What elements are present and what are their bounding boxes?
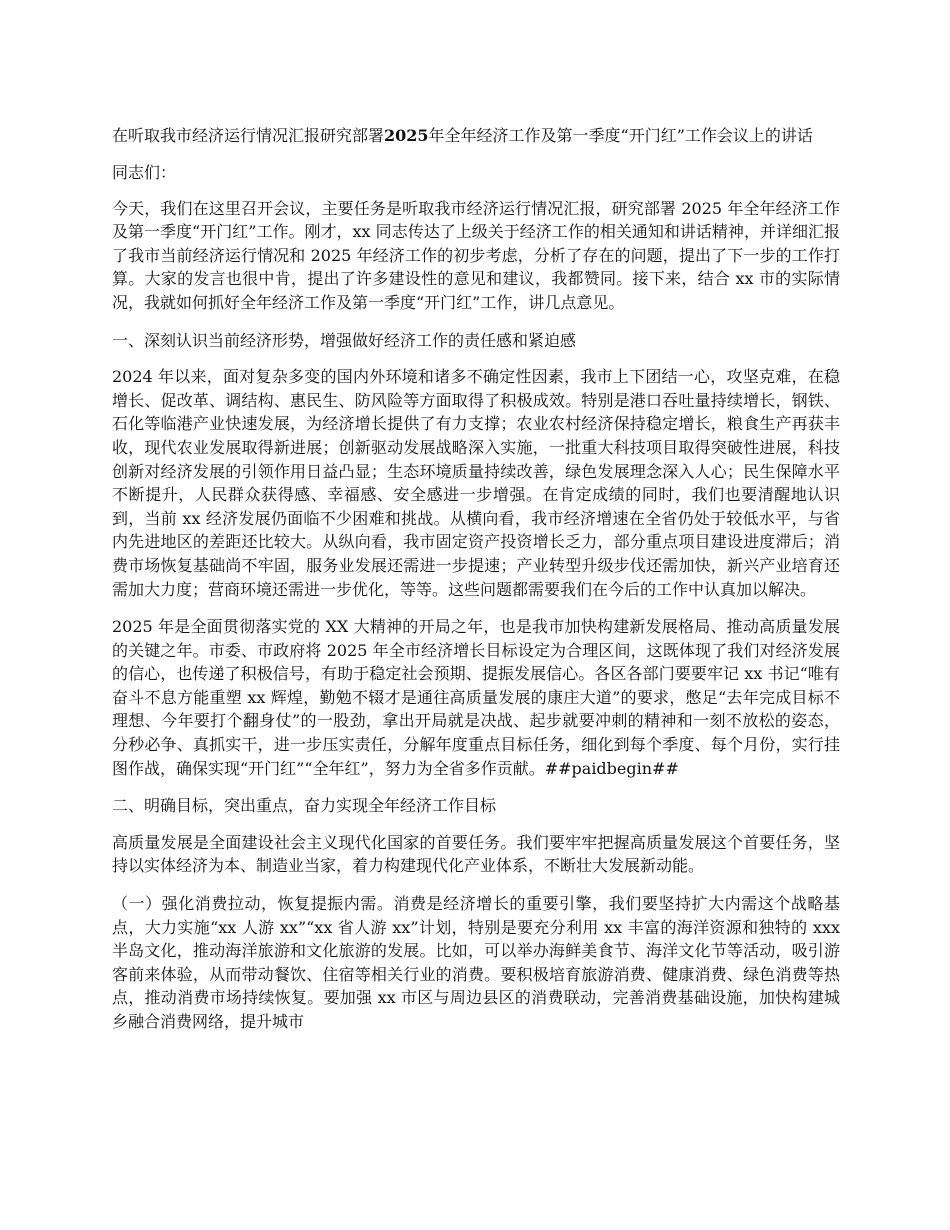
paragraph-high-quality: 高质量发展是全面建设社会主义现代化国家的首要任务。我们要牢牢把握高质量发展这个首要任务，坚持以实体经济为本、制造业当家，着力构建现代化产业体系，不断壮大发展新动能。	[112, 832, 840, 876]
section-heading-2: 二、明确目标，突出重点，奋力实现全年经济工作目标	[112, 796, 497, 816]
paragraph-situation: 2024 年以来，面对复杂多变的国内外环境和诸多不确定性因素，我市上下团结一心，攻坚克难，在稳增长、促改革、调结构、惠民生、防风险等方面取得了积极成效。特别是港口吞吐量持续增长，钢铁、石化等临港产业快速发展，为经济增长提供了有力支撑；农业农村经济保持稳定增长，粮食生产再获丰收，现代农业发展取得新进展；创新驱动发展战略深入实施，一批重大科技项目取得突破性进展，科技创新对经济发展的引领作用日益凸显；生态环境质量持续改善，绿色发展理念深入人心；民生保障水平不断提升，人民群众获得感、幸福感、安全感进一步增强。在肯定成绩的同时，我们也要清醒地认识到，当前 xx 经济发展仍面临不少困难和挑战。从横向看，我市经济增速在全省仍处于较低水平，与省内先进地区的差距还比较大。从纵向看，我市固定资产投资增长乏力，部分重点项目建设进度滞后；消费市场恢复基础尚不牢固，服务业发展还需进一步提速；产业转型升级步伐还需加快，新兴产业培育还需加大力度；营商环境还需进一步优化，等等。这些问题都需要我们在今后的工作中认真加以解决。	[112, 367, 840, 599]
title-part-2: 年全年经济工作及第一季度“开门红”工作会议上的讲话	[428, 126, 813, 145]
paragraph-intro: 今天，我们在这里召开会议，主要任务是听取我市经济运行情况汇报，研究部署 2025 年全年经济工作及第一季度“开门红”工作。刚才，xx 同志传达了上级关于经济工作的相关通知和讲话精神，并详细汇报了我市当前经济运行情况和 2025 年经济工作的初步考虑，分析了存在的问题，提出了下一步的工作打算。大家的发言也很中肯，提出了许多建设性的意见和建议，我都赞同。接下来，结合 xx 市的实际情况，我就如何抓好全年经济工作及第一季度“开门红”工作，讲几点意见。	[112, 198, 840, 312]
title-year: 2025	[384, 126, 429, 145]
paragraph-2025-goals: 2025 年是全面贯彻落实党的 XX 大精神的开局之年，也是我市加快构建新发展格局、推动高质量发展的关键之年。市委、市政府将 2025 年全市经济增长目标设定为合理区间，这既体现了我们对经济发展的信心，也传递了积极信号，有助于稳定社会预期、提振发展信心。各区各部门要要牢记 xx 书记“唯有奋斗不息方能重塑 xx 辉煌，勤勉不辍才是通往高质量发展的康庄大道”的要求，憋足“去年完成目标不理想、今年要打个翻身仗”的一股劲，拿出开局就是决战、起步就要冲刺的精神和一刻不放松的姿态，分秒必争、真抓实干，进一步压实责任，分解年度重点目标任务，细化到每个季度、每个月份，实行挂图作战，确保实现“开门红”“全年红”，努力为全省多作贡献。##paidbegin##	[112, 617, 840, 778]
salutation: 同志们：	[112, 163, 177, 182]
section-heading-1: 一、深刻认识当前经济形势，增强做好经济工作的责任感和紧迫感	[112, 330, 577, 350]
document-title	[112, 124, 840, 148]
title-part-1: 在听取我市经济运行情况汇报研究部署	[112, 126, 385, 145]
paragraph-consumption: （一）强化消费拉动，恢复提振内需。消费是经济增长的重要引擎，我们要坚持扩大内需这个战略基点，大力实施“xx 人游 xx”“xx 省人游 xx”计划，特别是要充分利用 xx 丰富的海洋资源和独特的 xxx 半岛文化，推动海洋旅游和文化旅游的发展。比如，可以举办海鲜美食节、海洋文化节等活动，吸引游客前来体验，从而带动餐饮、住宿等相关行业的消费。要积极培育旅游消费、健康消费、绿色消费等热点，推动消费市场持续恢复。要加强 xx 市区与周边县区的消费联动，完善消费基础设施，加快构建城乡融合消费网络，提升城市	[112, 894, 840, 1031]
